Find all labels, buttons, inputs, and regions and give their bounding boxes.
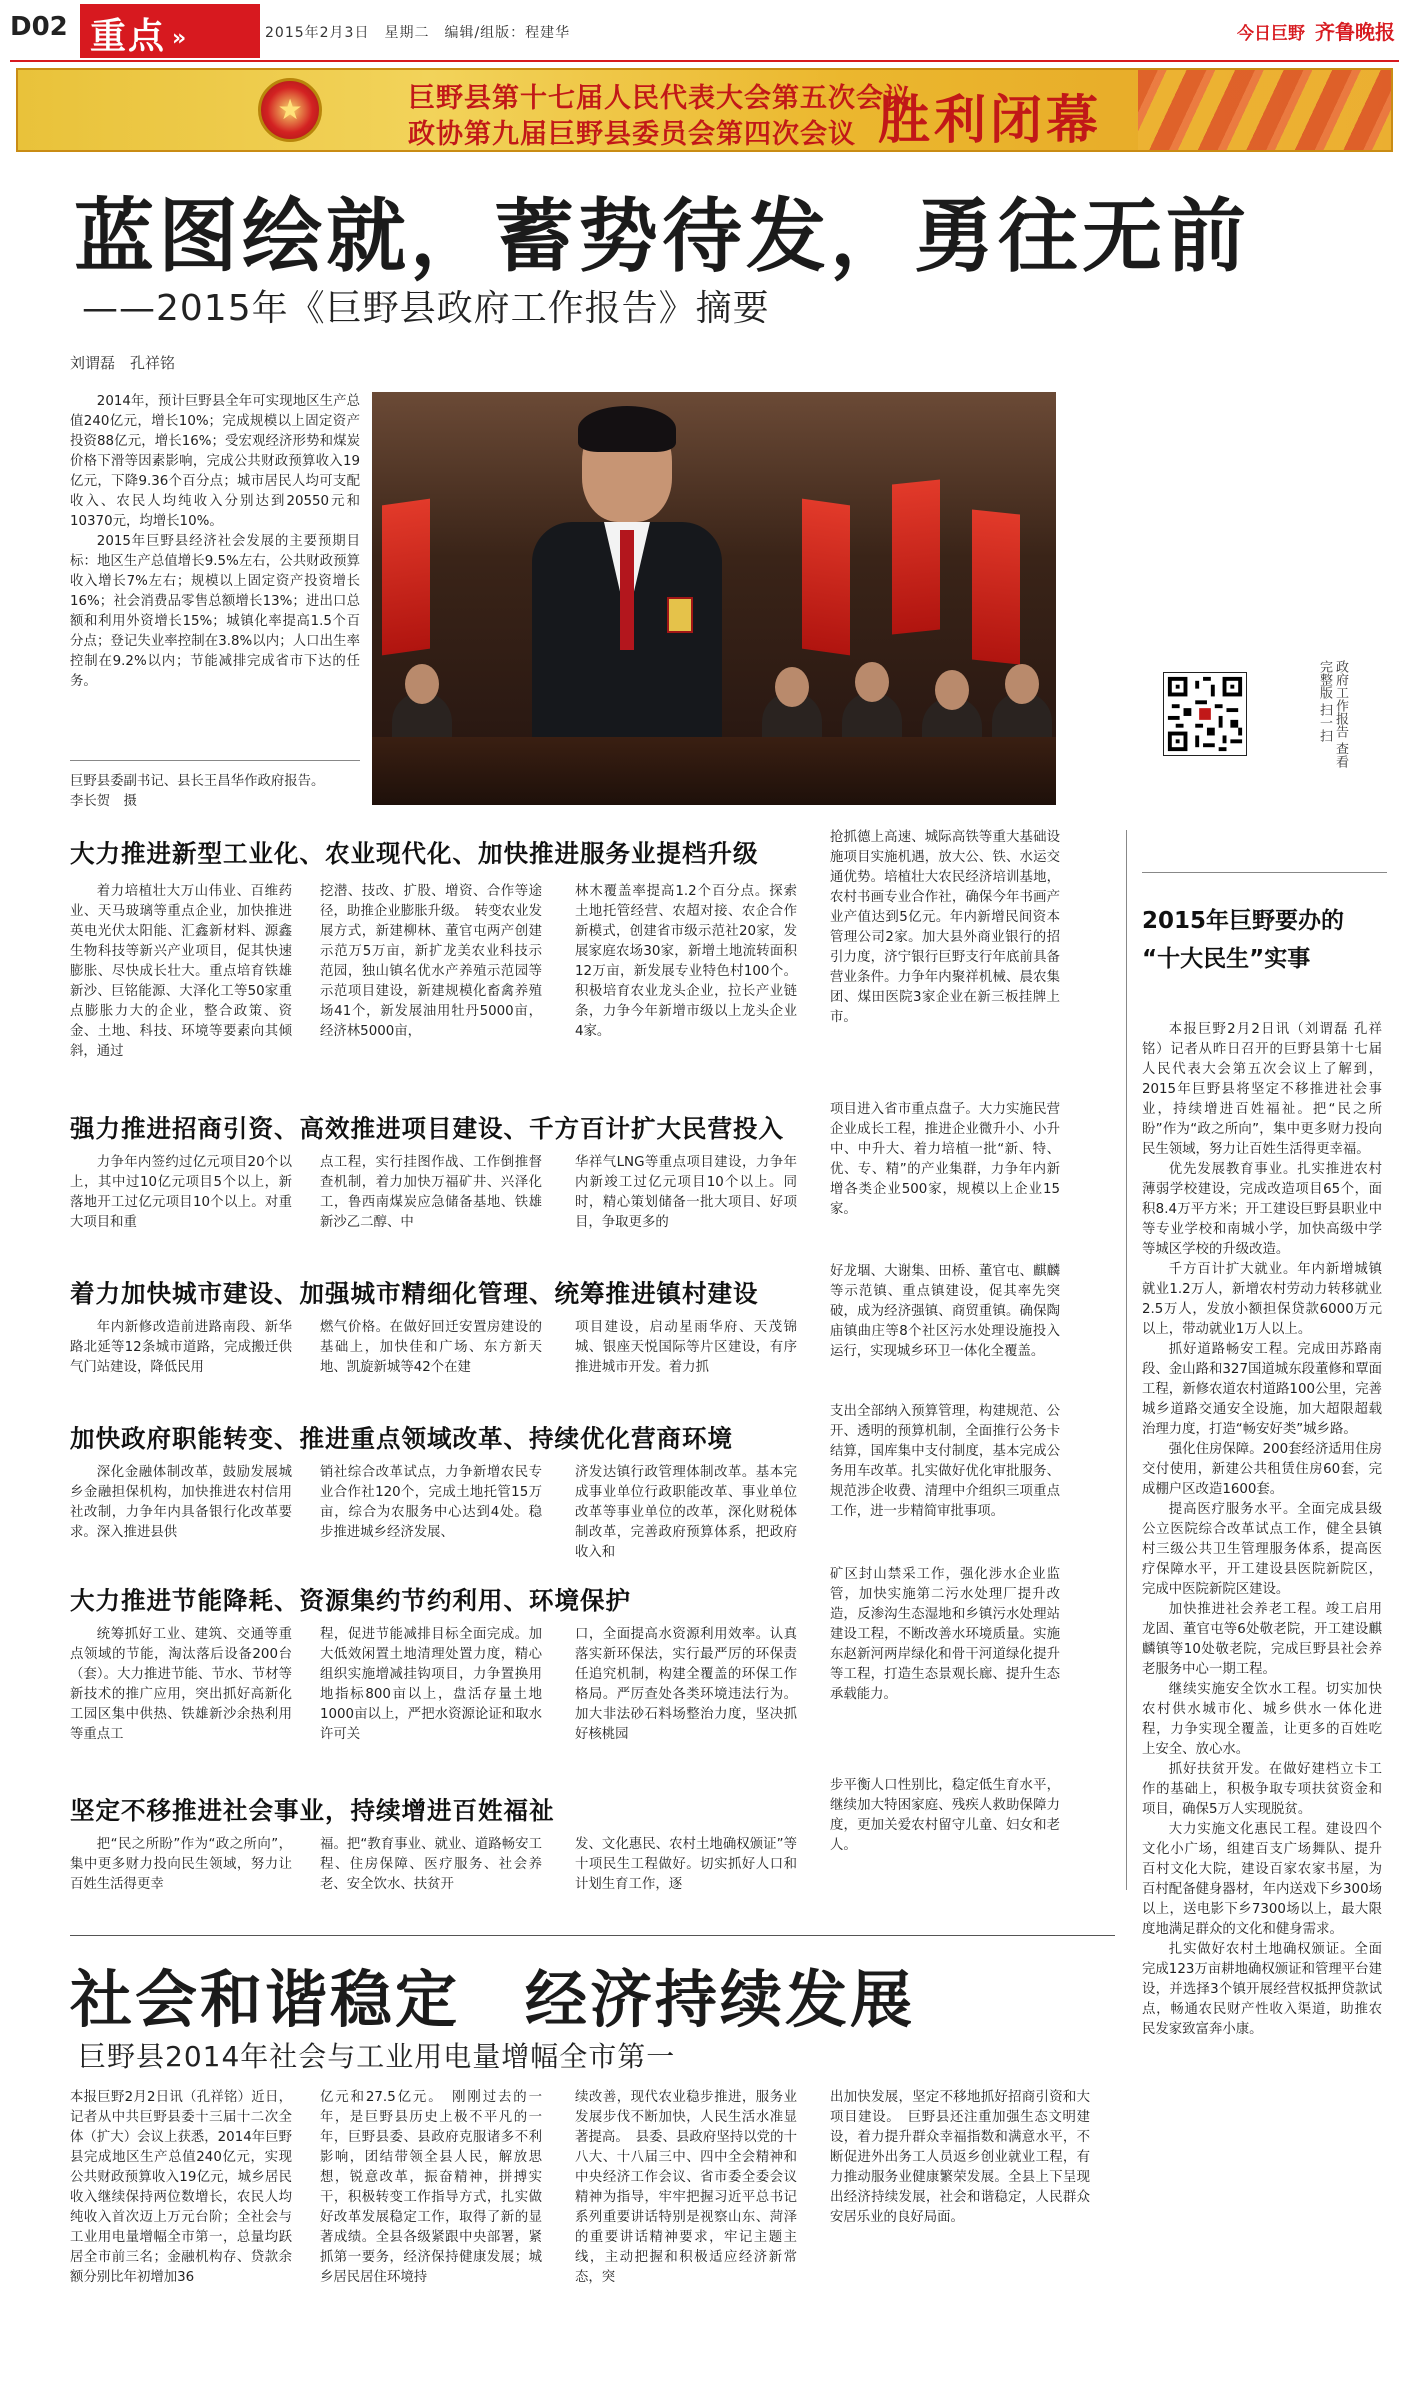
section-title: 大力推进节能降耗、资源集约节约利用、环境保护	[70, 1586, 631, 1615]
section-text	[575, 1835, 797, 1895]
paragraph: 优先发展教育事业。扎实推进农村薄弱学校建设，完成改造项目65个，面积8.4万平方米；开工建设巨野县职业中等专业学校和南城小学，加快高级中学等城区学校的升级改造。	[1142, 1162, 1382, 1257]
sidebar-top-rule	[1142, 872, 1387, 873]
paragraph: 本报巨野2月2日讯（刘谓磊 孔祥铭）记者从昨日召开的巨野县第十七届人民代表大会第五次会议上了解到，2015年巨野县将坚定不移推进社会事业，持续增进百姓福祉。把“民之所盼”作为“政之所向”，集中更多财力投向民生领域，努力让百姓生活得更幸福。	[1142, 1022, 1382, 1157]
qr-label: 政府工作报告 查看完整版 扫一扫	[1317, 660, 1348, 769]
caption-divider	[70, 760, 360, 761]
sidebar-title-line: “十大民生”实事	[1142, 946, 1311, 972]
second-headline: 社会和谐稳定 经济持续发展	[70, 1963, 916, 2036]
section-text	[70, 1463, 292, 1543]
paragraph: 抢抓德上高速、城际高铁等重大基础设施项目实施机遇，放大公、铁、水运交通优势。培植壮大农民经济培训基地，农村书画专业合作社，确保今年书画产业产值达到5亿元。年内新增民间资本管理公司2家。加大县外商业银行的招引力度，济宁银行巨野支行年底前具备营业条件。力争年内聚祥机械、晨农集团、煤田医院3家企业在新三板挂牌上市。	[830, 830, 1060, 1025]
section-text	[320, 1463, 542, 1543]
lead-text	[70, 392, 360, 692]
banner-line-1: 巨野县第十七届人民代表大会第五次会议	[408, 83, 912, 114]
section-text	[70, 882, 292, 1062]
paragraph: 把“民之所盼”作为“政之所向”，集中更多财力投向民生领域，努力让百姓生活得更幸	[70, 1837, 292, 1892]
section-title: 大力推进新型工业化、农业现代化、加快推进服务业提档升级	[70, 839, 759, 868]
section-text	[830, 1776, 1060, 1856]
paragraph: 着力培植壮大万山伟业、百维药业、天马玻璃等重点企业，加快推进英电光伏太阳能、汇鑫新材料、源鑫生物科技等新兴产业项目，促其快速膨胀、尽快成长壮大。重点培育铁雄新沙、巨铭能源、大泽化工等50家重点膨胀力大的企业，整合政策、资金、土地、科技、环境等要素向其倾斜，通过	[70, 884, 292, 1059]
section-text	[320, 1153, 542, 1233]
paragraph: 销社综合改革试点，力争新增农民专业合作社120个，完成土地托管15万亩，综合为农服务中心达到4处。稳步推进城乡经济发展、	[320, 1465, 542, 1540]
paragraph: 支出全部纳入预算管理，构建规范、公开、透明的预算机制，全面推行公务卡结算，国库集中支付制度，基本完成公务用车改革。扎实做好优化审批服务、规范涉企收费、清理中介组织三项重点工作，进一步精简审批事项。	[830, 1404, 1060, 1519]
photo-caption: 巨野县委副书记、县长王昌华作政府报告。 李长贺 摄	[70, 774, 372, 809]
section-text	[320, 1318, 542, 1378]
paragraph: 福。把“教育事业、就业、道路畅安工程、住房保障、医疗服务、社会养老、安全饮水、扶贫开	[320, 1837, 542, 1892]
paragraph: 抓好道路畅安工程。完成田苏路南段、金山路和327国道城东段董修和覃面工程，新修农道农村道路100公里，完善城乡道路交通安全设施，加大超限超载治理力度，打造“畅安好类”城乡路。	[1142, 1342, 1382, 1437]
section-text	[320, 1835, 542, 1895]
paragraph: 步平衡人口性别比，稳定低生育水平，继续加大特困家庭、残疾人救助保障力度，更加关爱农村留守儿童、妇女和老人。	[830, 1778, 1060, 1853]
article-text	[830, 2088, 1090, 2228]
paragraph: 项目建设，启动星雨华府、天茂锦城、银座天悦国际等片区建设，有序推进城市开发。着力抓	[575, 1320, 797, 1375]
national-emblem-icon: ★	[258, 78, 322, 142]
banner-line-2: 政协第九届巨野县委员会第四次会议	[408, 119, 856, 150]
section-text	[830, 1565, 1060, 1705]
paragraph: 发、文化惠民、农村土地确权颁证”等十项民生工程做好。切实抓好人口和计划生育工作，逐	[575, 1837, 797, 1892]
article-text	[320, 2088, 542, 2288]
paragraph: 林木覆盖率提高1.2个百分点。探索土地托管经营、农超对接、农企合作新模式，创建省市级示范社20家，发展家庭农场30家，新增土地流转面积12万亩，新发展专业特色村100个。积极培育农业龙头企业，拉长产业链条，力争今年新增市级以上龙头企业4家。	[575, 884, 797, 1039]
article-text	[70, 2088, 292, 2288]
main-headline: 蓝图绘就，蓄势待发，勇往无前	[74, 190, 1250, 283]
second-subhead: 巨野县2014年社会与工业用电量增幅全市第一	[78, 2040, 676, 2073]
paragraph: 本报巨野2月2日讯（孔祥铭）近日，记者从中共巨野县委十三届十二次全体（扩大）会议上获悉，2014年巨野县完成地区生产总值240亿元，实现公共财政预算收入19亿元，城乡居民收入继续保持两位数增长，农民人均纯收入首次迈上万元台阶；全社会与工业用电量增幅全市第一，总量均跃居全市前三名；金融机构存、贷款余额分别比年初增加36	[70, 2090, 292, 2285]
qr-code-icon[interactable]	[1163, 672, 1247, 756]
chevron-right-icon: »	[172, 25, 189, 51]
section-text	[70, 1835, 292, 1895]
brand-sub: 今日巨野	[1237, 24, 1305, 44]
section-text	[830, 828, 1060, 1028]
section-tag	[80, 4, 260, 58]
sidebar-title	[1142, 902, 1344, 978]
section-text	[575, 1318, 797, 1378]
top-divider	[10, 60, 1399, 62]
section-title: 坚定不移推进社会事业，持续增进百姓福祉	[70, 1796, 555, 1825]
section-text	[575, 1463, 797, 1563]
paragraph: 提高医疗服务水平。全面完成县级公立医院综合改革试点工作，健全县镇村三级公共卫生管理服务体系，提高医疗保障水平，开工建设县医院新院区，完成中医院新院区建设。	[1142, 1502, 1382, 1597]
paragraph: 点工程，实行挂图作战、工作倒推督查机制，着力加快万福矿井、兴泽化工，鲁西南煤炭应急储备基地、铁雄新沙乙二醇、中	[320, 1155, 542, 1230]
lead-paragraph: 2015年巨野县经济社会发展的主要预期目标：地区生产总值增长9.5%左右，公共财政预算收入增长7%左右；规模以上固定资产投资增长16%；社会消费品零售总额增长13%；进出口总额和利用外资增长15%；城镇化率提高1.5个百分点；登记失业率控制在3.8%以内；人口出生率控制在9.2%以内；节能减排完成省市下达的任务。	[70, 534, 360, 689]
section-label: 重点	[90, 16, 167, 57]
paragraph: 年内新修改造前进路南段、新华路北延等12条城市道路，完成搬迁供气门站建设，降低民用	[70, 1320, 292, 1375]
paragraph: 继续实施安全饮水工程。切实加快农村供水城市化、城乡供水一体化进程，力争实现全覆盖，让更多的百姓吃上安全、放心水。	[1142, 1682, 1382, 1757]
sidebar-divider	[1126, 830, 1127, 1890]
date-line: 2015年2月3日 星期二 编辑/组版：程建华	[265, 25, 571, 41]
speaker-photo	[372, 392, 1056, 805]
section-text	[320, 882, 542, 1042]
paragraph: 力争年内签约过亿元项目20个以上，其中过10亿元项目5个以上，新落地开工过亿元项目10个以上。对重大项目和重	[70, 1155, 292, 1230]
section-text	[575, 1153, 797, 1233]
paragraph: 挖潜、技改、扩股、增资、合作等途径，助推企业膨胀升级。 转变农业发展方式，新建柳林、董官屯两产创建示范万5万亩，新扩龙美农业科技示范园，独山镇名优水产养殖示范园等示范项目建设，新建规模化畜禽养殖场41个，新发展油用牡丹5000亩，经济林5000亩，	[320, 884, 542, 1039]
paragraph: 扎实做好农村土地确权颁证。全面完成123万亩耕地确权颁证和管理平台建设，并选择3个镇开展经营权抵押贷款试点，畅通农民财产性收入渠道，助推农民发家致富奔小康。	[1142, 1942, 1382, 2037]
sidebar-text	[1142, 1020, 1382, 2040]
main-subhead: ——2015年《巨野县政府工作报告》摘要	[82, 288, 770, 329]
byline: 刘谓磊 孔祥铭	[70, 354, 176, 372]
paragraph: 强化住房保障。200套经济适用住房交付使用，新建公共租赁住房60套，完成棚户区改造1600套。	[1142, 1442, 1382, 1497]
section-text	[70, 1153, 292, 1233]
section-text	[70, 1625, 292, 1745]
section-title: 着力加快城市建设、加强城市精细化管理、统筹推进镇村建设	[70, 1279, 759, 1308]
paragraph: 统筹抓好工业、建筑、交通等重点领域的节能，淘汰落后设备200台（套）。大力推进节能、节水、节材等新技术的推广应用，突出抓好高新化工园区集中供热、铁雄新沙余热利用等重点工	[70, 1627, 292, 1742]
paragraph: 华祥气LNG等重点项目建设，力争年内新竣工过亿元项目10个以上。同时，精心策划储备一批大项目、好项目，争取更多的	[575, 1155, 797, 1230]
lead-paragraph: 2014年，预计巨野县全年可实现地区生产总值240亿元，增长10%；完成规模以上固定资产投资88亿元，增长16%；受宏观经济形势和煤炭价格下滑等因素影响，完成公共财政预算收入19亿元，下降9.36个百分点；城市居民人均可支配收入、农民人均纯收入分别达到20550元和10370元，均增长10%。	[70, 394, 360, 529]
paragraph: 千方百计扩大就业。年内新增城镇就业1.2万人，新增农村劳动力转移就业2.5万人，发放小额担保贷款6000万元以上，带动就业1万人以上。	[1142, 1262, 1382, 1337]
paragraph: 出加快发展，坚定不移地抓好招商引资和大项目建设。 巨野县还注重加强生态文明建设，着力提升群众幸福指数和满意水平，不断促进外出务工人员返乡创业就业工程，有力推动服务业健康繁荣发展。全县上下呈现出经济持续发展，社会和谐稳定，人民群众安居乐业的良好局面。	[830, 2090, 1090, 2225]
banner-closing: 胜利闭幕	[878, 91, 1103, 151]
paragraph: 口，全面提高水资源利用效率。认真落实新环保法，实行最严厉的环保责任追究机制，构建全覆盖的环保工作格局。严厉查处各类环境违法行为。加大非法砂石料场整治力度，坚决抓好核桃园	[575, 1627, 797, 1742]
article-text	[575, 2088, 797, 2288]
paragraph: 亿元和27.5亿元。 刚刚过去的一年，是巨野县历史上极不平凡的一年，巨野县委、县政府克服诸多不利影响，团结带领全县人民，解放思想，锐意改革，振奋精神，拼搏实干，积极转变工作指导方式，扎实做好改革发展稳定工作，取得了新的显著成绩。全县各级紧跟中央部署，紧抓第一要务，经济保持健康发展；城乡居民居住环境持	[320, 2090, 542, 2285]
flag-decoration	[1138, 70, 1393, 152]
paragraph: 燃气价格。在做好回迁安置房建设的基础上，加快佳和广场、东方新天地、凯旋新城等42个在建	[320, 1320, 542, 1375]
paragraph: 程，促进节能减排目标全面完成。加大低效闲置土地清理处置力度，精心组织实施增减挂钩项目，力争置换用地指标800亩以上，盘活存量土地1000亩以上，严把水资源论证和取水许可关	[320, 1627, 542, 1742]
section-title: 强力推进招商引资、高效推进项目建设、千方百计扩大民营投入	[70, 1114, 784, 1143]
page-number: D02	[10, 12, 68, 42]
masthead-brand	[1237, 16, 1395, 45]
paragraph: 济发达镇行政管理体制改革。基本完成事业单位行政职能改革、事业单位改革等事业单位的改革，深化财税体制改革，完善政府预算体系，把政府收入和	[575, 1465, 797, 1560]
section-title: 加快政府职能转变、推进重点领域改革、持续优化营商环境	[70, 1424, 733, 1453]
section-text	[830, 1402, 1060, 1522]
congress-banner	[16, 68, 1393, 152]
sidebar-title-line: 2015年巨野要办的	[1142, 908, 1345, 934]
article-divider	[70, 1935, 1115, 1936]
paragraph: 抓好扶贫开发。在做好建档立卡工作的基础上，积极争取专项扶贫资金和项目，确保5万人实现脱贫。	[1142, 1762, 1382, 1817]
paragraph: 加快推进社会养老工程。竣工启用龙固、董官屯等6处敬老院，开工建设麒麟镇等10处敬老院，完成巨野县社会养老服务中心一期工程。	[1142, 1602, 1382, 1677]
section-text	[320, 1625, 542, 1745]
paragraph: 深化金融体制改革，鼓励发展城乡金融担保机构，加快推进农村信用社改制，力争年内具备银行化改革要求。深入推进县供	[70, 1465, 292, 1540]
paragraph: 好龙堌、大谢集、田桥、董官屯、麒麟等示范镇、重点镇建设，促其率先突破，成为经济强镇、商贸重镇。确保陶庙镇曲庄等8个社区污水处理设施投入运行，实现城乡环卫一体化全覆盖。	[830, 1264, 1060, 1359]
paragraph: 矿区封山禁采工作，强化涉水企业监管，加快实施第二污水处理厂提升改造，反渗沟生态湿地和乡镇污水处理站建设工程，不断改善水环境质量。实施东赵新河两岸绿化和骨干河道绿化提升等工程，打造生态景观长廊、提升生态承载能力。	[830, 1567, 1060, 1702]
section-text	[575, 1625, 797, 1745]
section-text	[70, 1318, 292, 1378]
brand-name: 齐鲁晚报	[1315, 20, 1395, 44]
section-text	[830, 1100, 1060, 1220]
paragraph: 大力实施文化惠民工程。建设四个文化小广场，组建百支广场舞队、提升百村文化大院，建设百家农家书屋，为百村配备健身器材，年内送戏下乡300场以上，送电影下乡7300场以上，最大限度地满足群众的文化和健身需求。	[1142, 1822, 1382, 1937]
section-text	[575, 882, 797, 1042]
paragraph: 续改善，现代农业稳步推进，服务业发展步伐不断加快，人民生活水准显著提高。 县委、县政府坚持以党的十八大、十八届三中、四中全会精神和中央经济工作会议、省市委全委会议精神为指导，牢牢把握习近平总书记系列重要讲话特别是视察山东、菏泽的重要讲话精神要求，牢记主题主线，主动把握和积极适应经济新常态，突	[575, 2090, 797, 2285]
section-text	[830, 1262, 1060, 1362]
paragraph: 项目进入省市重点盘子。大力实施民营企业成长工程，推进企业微升小、小升中、中升大、着力培植一批“新、特、优、专、精”的产业集群，力争年内新增各类企业500家，规模以上企业15家。	[830, 1102, 1060, 1217]
